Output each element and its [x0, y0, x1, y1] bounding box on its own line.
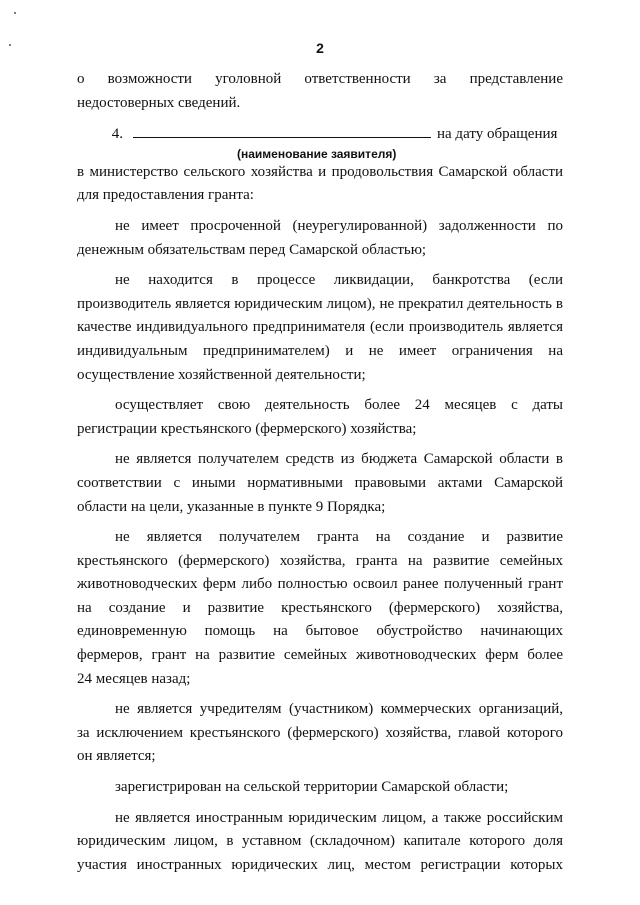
condition-line: соответствии с иными нормативными правовыми актами Самарской: [77, 474, 563, 491]
condition-line: зарегистрирован на сельской территории Самарской области;: [115, 779, 509, 796]
condition-line: единовременную помощь на бытовое обустройство начинающих: [77, 623, 563, 640]
condition-line: не имеет просроченной (неурегулированной) задолженности по: [115, 217, 563, 234]
condition-line: регистрации крестьянского (фермерского) хозяйства;: [77, 420, 417, 437]
condition-paragraph: [77, 269, 563, 387]
item-4-line: в министерство сельского хозяйства и продовольствия Самарской области: [77, 163, 563, 180]
condition-line: не является учредителям (участником) коммерческих организаций,: [115, 701, 563, 718]
condition-line: животноводческих ферм либо полностью освоил ранее полученный грант: [77, 576, 563, 593]
condition-line: крестьянского (фермерского) хозяйства, гранта на развитие семейных: [77, 552, 563, 569]
item-4-line: для предоставления гранта:: [77, 187, 254, 204]
condition-paragraph: [77, 698, 563, 769]
condition-paragraph: [77, 448, 563, 519]
condition-line: не является получателем средств из бюджета Самарской области в: [115, 451, 563, 468]
item-4-header: [77, 121, 563, 147]
intro-line: недостоверных сведений.: [77, 94, 241, 111]
condition-line: не является иностранным юридическим лицом, а также российским: [115, 809, 563, 826]
condition-line: осуществление хозяйственной деятельности;: [77, 366, 366, 383]
condition-line: производитель является юридическим лицом), не прекратил деятельность в: [77, 295, 563, 312]
condition-paragraph: [77, 215, 563, 262]
scan-speck: [14, 12, 16, 14]
condition-line: на создание и развитие крестьянского (фермерского) хозяйства,: [77, 599, 563, 616]
condition-line: фермеров, грант на развитие семейных животноводческих ферм более: [77, 647, 563, 664]
condition-line: юридическим лицом, в уставном (складочном) капитале которого доля: [77, 833, 563, 850]
applicant-name-blank: [133, 121, 431, 138]
condition-line: осуществляет свою деятельность более 24 месяцев с даты: [115, 397, 563, 414]
condition-line: он является;: [77, 748, 156, 765]
condition-line: индивидуальным предпринимателем) и не имеет ограничения на: [77, 342, 563, 359]
condition-line: не является получателем гранта на создание и развитие: [115, 529, 563, 546]
applicant-name-caption: (наименование заявителя): [237, 146, 397, 161]
condition-line: за исключением крестьянского (фермерского) хозяйства, главой которого: [77, 724, 563, 741]
condition-line: 24 месяцев назад;: [77, 670, 191, 687]
condition-paragraph: [77, 776, 563, 800]
condition-paragraph: [77, 807, 563, 878]
condition-line: участия иностранных юридических лиц, местом регистрации которых: [77, 856, 563, 873]
intro-line: о возможности уголовной ответственности за представление: [77, 71, 563, 87]
condition-line: качестве индивидуального предпринимателя (если производитель является: [77, 319, 563, 336]
condition-paragraph: [77, 394, 563, 441]
condition-paragraph: [77, 526, 563, 691]
condition-line: не находится в процессе ликвидации, банкротства (если: [115, 272, 563, 289]
document-body: [77, 68, 563, 877]
page-number: 2: [316, 40, 324, 56]
item-4-date-text: на дату обращения: [437, 126, 558, 143]
item-number: 4.: [111, 126, 123, 143]
condition-line: области на цели, указанные в пункте 9 Порядка;: [77, 498, 386, 515]
condition-line: денежным обязательствам перед Самарской областью;: [77, 241, 427, 258]
condition-list: [77, 215, 563, 877]
